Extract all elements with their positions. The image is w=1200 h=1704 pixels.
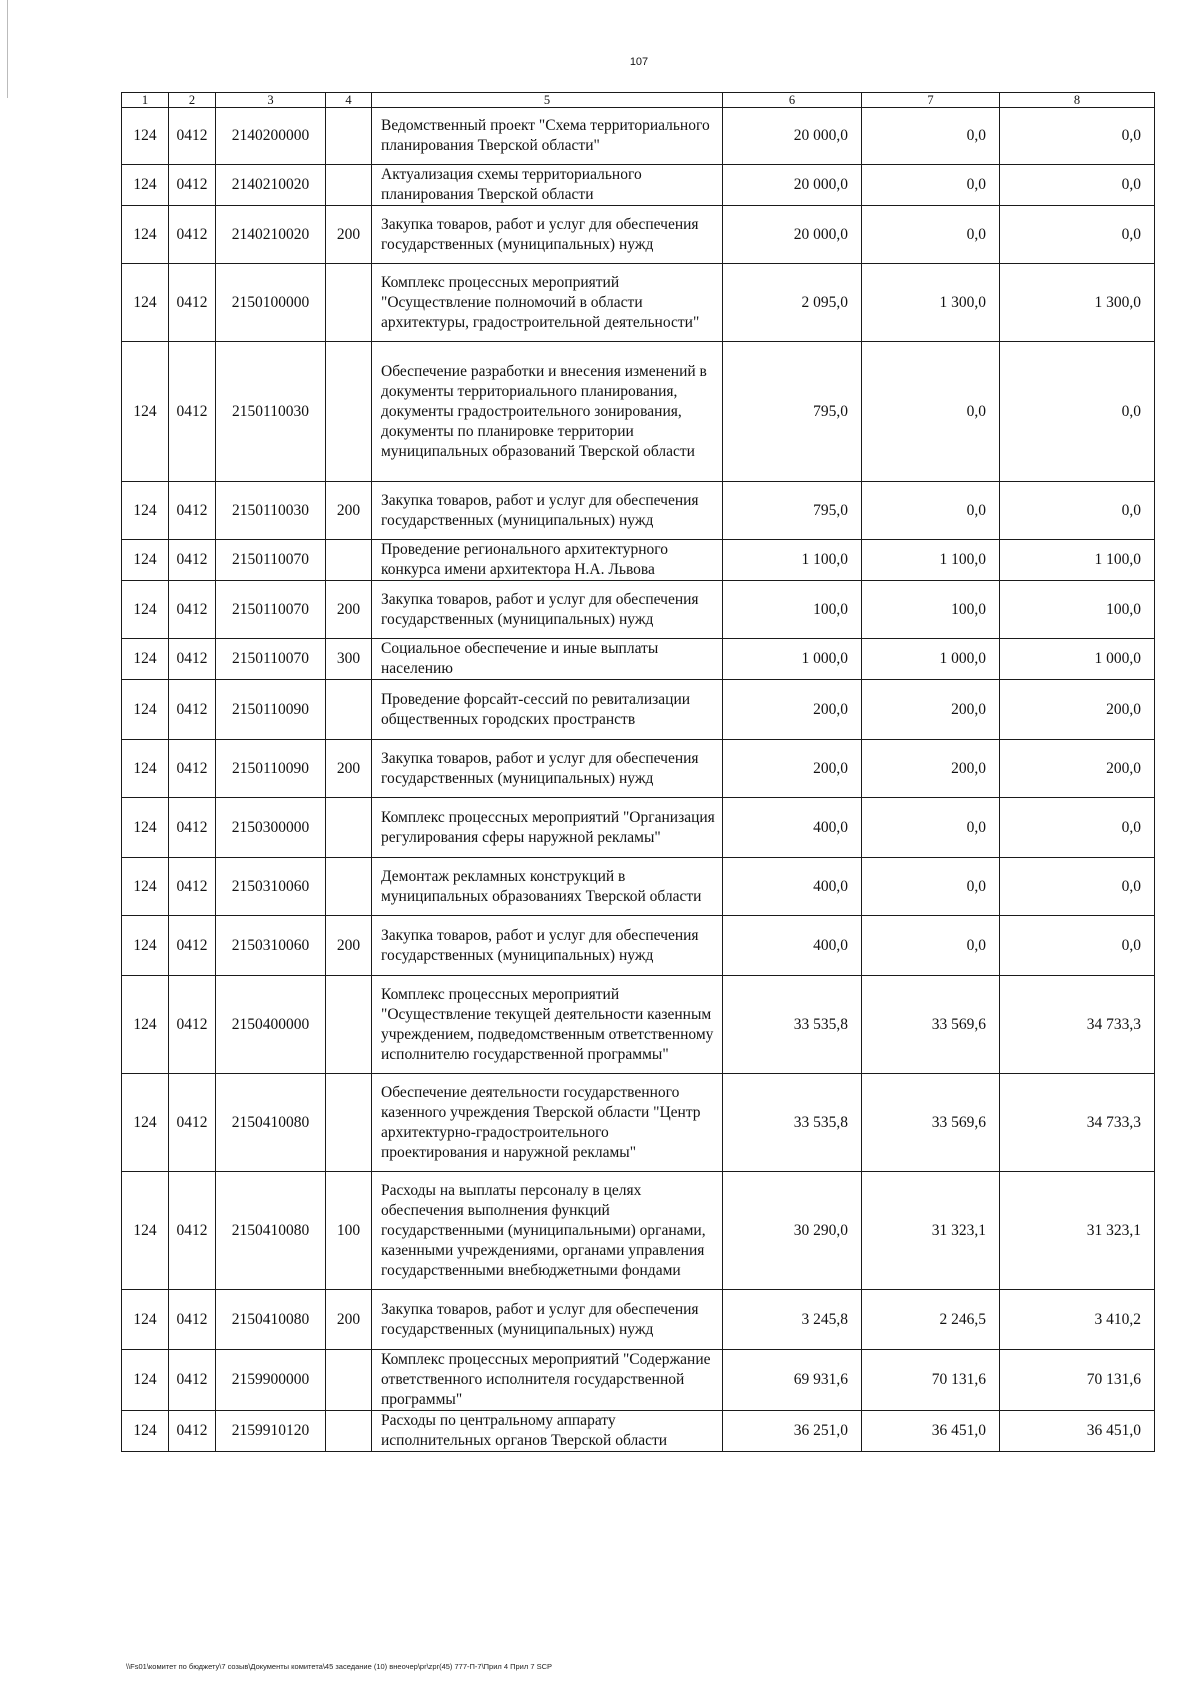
- target-article-cell: 2150400000: [216, 976, 326, 1074]
- table-row: [122, 976, 1155, 1074]
- amount-year-1-cell: 3 245,8: [723, 1290, 862, 1350]
- expense-type-cell: [326, 858, 372, 916]
- target-article-cell: 2140210020: [216, 206, 326, 264]
- page-number: 107: [629, 56, 649, 68]
- section-code-cell: 0412: [169, 165, 216, 206]
- admin-code-cell: 124: [122, 916, 169, 976]
- section-code-cell: 0412: [169, 916, 216, 976]
- table-row: [122, 680, 1155, 740]
- amount-year-3-cell: 70 131,6: [1000, 1350, 1155, 1411]
- expense-type-cell: 200: [326, 206, 372, 264]
- amount-year-3-cell: 1 100,0: [1000, 540, 1155, 581]
- amount-year-2-cell: 0,0: [862, 482, 1000, 540]
- admin-code-cell: 124: [122, 482, 169, 540]
- column-number: 8: [1000, 93, 1155, 108]
- expense-type-cell: [326, 1350, 372, 1411]
- expense-type-cell: [326, 540, 372, 581]
- column-number: 2: [169, 93, 216, 108]
- target-article-cell: 2150300000: [216, 798, 326, 858]
- amount-year-3-cell: 0,0: [1000, 206, 1155, 264]
- amount-year-3-cell: 34 733,3: [1000, 1074, 1155, 1172]
- amount-year-1-cell: 200,0: [723, 740, 862, 798]
- amount-year-1-cell: 200,0: [723, 680, 862, 740]
- table-row: [122, 206, 1155, 264]
- section-code-cell: 0412: [169, 482, 216, 540]
- expense-type-cell: 200: [326, 740, 372, 798]
- table-row: [122, 108, 1155, 165]
- amount-year-3-cell: 3 410,2: [1000, 1290, 1155, 1350]
- table-row: [122, 916, 1155, 976]
- section-code-cell: 0412: [169, 740, 216, 798]
- amount-year-1-cell: 1 100,0: [723, 540, 862, 581]
- target-article-cell: 2150410080: [216, 1074, 326, 1172]
- expense-type-cell: 100: [326, 1172, 372, 1290]
- table-row: [122, 342, 1155, 482]
- description-cell: Комплекс процессных мероприятий "Осуществление текущей деятельности казенным учреждением, подведомственным ответственному исполнителю государственной программы": [372, 976, 723, 1074]
- table-row: [122, 264, 1155, 342]
- amount-year-1-cell: 36 251,0: [723, 1411, 862, 1452]
- expense-type-cell: 200: [326, 482, 372, 540]
- amount-year-2-cell: 36 451,0: [862, 1411, 1000, 1452]
- amount-year-3-cell: 100,0: [1000, 581, 1155, 639]
- target-article-cell: 2150110070: [216, 540, 326, 581]
- admin-code-cell: 124: [122, 976, 169, 1074]
- section-code-cell: 0412: [169, 1074, 216, 1172]
- amount-year-1-cell: 2 095,0: [723, 264, 862, 342]
- budget-table: [121, 92, 1155, 1452]
- admin-code-cell: 124: [122, 540, 169, 581]
- description-cell: Закупка товаров, работ и услуг для обеспечения государственных (муниципальных) нужд: [372, 1290, 723, 1350]
- target-article-cell: 2159910120: [216, 1411, 326, 1452]
- amount-year-1-cell: 400,0: [723, 858, 862, 916]
- column-number: 1: [122, 93, 169, 108]
- table-row: [122, 1411, 1155, 1452]
- description-cell: Закупка товаров, работ и услуг для обеспечения государственных (муниципальных) нужд: [372, 206, 723, 264]
- amount-year-3-cell: 0,0: [1000, 482, 1155, 540]
- description-cell: Закупка товаров, работ и услуг для обеспечения государственных (муниципальных) нужд: [372, 740, 723, 798]
- description-cell: Комплекс процессных мероприятий "Содержание ответственного исполнителя государственной программы": [372, 1350, 723, 1411]
- admin-code-cell: 124: [122, 342, 169, 482]
- target-article-cell: 2140210020: [216, 165, 326, 206]
- section-code-cell: 0412: [169, 108, 216, 165]
- target-article-cell: 2150410080: [216, 1290, 326, 1350]
- amount-year-2-cell: 33 569,6: [862, 976, 1000, 1074]
- table-row: [122, 165, 1155, 206]
- amount-year-2-cell: 0,0: [862, 916, 1000, 976]
- admin-code-cell: 124: [122, 798, 169, 858]
- admin-code-cell: 124: [122, 680, 169, 740]
- description-cell: Обеспечение разработки и внесения изменений в документы территориального планирования, документы градостроительного зонирования, документы по планировке территории муниципальных образований Тверской области: [372, 342, 723, 482]
- amount-year-1-cell: 20 000,0: [723, 206, 862, 264]
- section-code-cell: 0412: [169, 858, 216, 916]
- amount-year-2-cell: 200,0: [862, 680, 1000, 740]
- target-article-cell: 2150110070: [216, 581, 326, 639]
- amount-year-1-cell: 100,0: [723, 581, 862, 639]
- description-cell: Проведение регионального архитектурного конкурса имени архитектора Н.А. Львова: [372, 540, 723, 581]
- admin-code-cell: 124: [122, 639, 169, 680]
- admin-code-cell: 124: [122, 740, 169, 798]
- amount-year-3-cell: 34 733,3: [1000, 976, 1155, 1074]
- amount-year-3-cell: 0,0: [1000, 916, 1155, 976]
- section-code-cell: 0412: [169, 206, 216, 264]
- admin-code-cell: 124: [122, 858, 169, 916]
- amount-year-2-cell: 33 569,6: [862, 1074, 1000, 1172]
- admin-code-cell: 124: [122, 1074, 169, 1172]
- table-body: [122, 93, 1155, 1452]
- table-row: [122, 540, 1155, 581]
- amount-year-2-cell: 0,0: [862, 858, 1000, 916]
- section-code-cell: 0412: [169, 1411, 216, 1452]
- column-number-row: [122, 93, 1155, 108]
- target-article-cell: 2159900000: [216, 1350, 326, 1411]
- expense-type-cell: [326, 108, 372, 165]
- admin-code-cell: 124: [122, 1350, 169, 1411]
- amount-year-2-cell: 31 323,1: [862, 1172, 1000, 1290]
- section-code-cell: 0412: [169, 1172, 216, 1290]
- amount-year-1-cell: 400,0: [723, 916, 862, 976]
- description-cell: Закупка товаров, работ и услуг для обеспечения государственных (муниципальных) нужд: [372, 581, 723, 639]
- target-article-cell: 2150100000: [216, 264, 326, 342]
- amount-year-1-cell: 1 000,0: [723, 639, 862, 680]
- amount-year-2-cell: 1 300,0: [862, 264, 1000, 342]
- amount-year-3-cell: 31 323,1: [1000, 1172, 1155, 1290]
- description-cell: Обеспечение деятельности государственного казенного учреждения Тверской области "Центр архитектурно-градостроительного проектирования и наружной рекламы": [372, 1074, 723, 1172]
- amount-year-2-cell: 2 246,5: [862, 1290, 1000, 1350]
- amount-year-2-cell: 0,0: [862, 798, 1000, 858]
- table-row: [122, 482, 1155, 540]
- admin-code-cell: 124: [122, 581, 169, 639]
- description-cell: Закупка товаров, работ и услуг для обеспечения государственных (муниципальных) нужд: [372, 916, 723, 976]
- column-number: 6: [723, 93, 862, 108]
- amount-year-1-cell: 30 290,0: [723, 1172, 862, 1290]
- table-row: [122, 581, 1155, 639]
- section-code-cell: 0412: [169, 581, 216, 639]
- table-row: [122, 639, 1155, 680]
- amount-year-2-cell: 100,0: [862, 581, 1000, 639]
- expense-type-cell: [326, 1074, 372, 1172]
- admin-code-cell: 124: [122, 165, 169, 206]
- footer-file-path: \\Fs01\комитет по бюджету\7 созыв\Документы комитета\45 заседание (10) внеочер\pr\zpr(45) 777-П-7\Прил 4 Прил 7 SCP: [126, 1662, 553, 1671]
- target-article-cell: 2140200000: [216, 108, 326, 165]
- admin-code-cell: 124: [122, 1411, 169, 1452]
- target-article-cell: 2150310060: [216, 916, 326, 976]
- description-cell: Закупка товаров, работ и услуг для обеспечения государственных (муниципальных) нужд: [372, 482, 723, 540]
- amount-year-3-cell: 36 451,0: [1000, 1411, 1155, 1452]
- section-code-cell: 0412: [169, 342, 216, 482]
- description-cell: Актуализация схемы территориального планирования Тверской области: [372, 165, 723, 206]
- section-code-cell: 0412: [169, 639, 216, 680]
- description-cell: Социальное обеспечение и иные выплаты населению: [372, 639, 723, 680]
- admin-code-cell: 124: [122, 206, 169, 264]
- amount-year-2-cell: 70 131,6: [862, 1350, 1000, 1411]
- expense-type-cell: [326, 976, 372, 1074]
- amount-year-1-cell: 795,0: [723, 482, 862, 540]
- column-number: 3: [216, 93, 326, 108]
- column-number: 5: [372, 93, 723, 108]
- amount-year-2-cell: 0,0: [862, 108, 1000, 165]
- description-cell: Демонтаж рекламных конструкций в муниципальных образованиях Тверской области: [372, 858, 723, 916]
- amount-year-2-cell: 200,0: [862, 740, 1000, 798]
- section-code-cell: 0412: [169, 680, 216, 740]
- amount-year-2-cell: 0,0: [862, 342, 1000, 482]
- amount-year-1-cell: 795,0: [723, 342, 862, 482]
- description-cell: Расходы по центральному аппарату исполнительных органов Тверской области: [372, 1411, 723, 1452]
- table-row: [122, 1350, 1155, 1411]
- amount-year-3-cell: 0,0: [1000, 108, 1155, 165]
- amount-year-1-cell: 69 931,6: [723, 1350, 862, 1411]
- expense-type-cell: [326, 1411, 372, 1452]
- expense-type-cell: 200: [326, 1290, 372, 1350]
- admin-code-cell: 124: [122, 1290, 169, 1350]
- amount-year-3-cell: 1 000,0: [1000, 639, 1155, 680]
- target-article-cell: 2150110090: [216, 680, 326, 740]
- amount-year-3-cell: 0,0: [1000, 798, 1155, 858]
- expense-type-cell: [326, 165, 372, 206]
- amount-year-2-cell: 0,0: [862, 206, 1000, 264]
- description-cell: Комплекс процессных мероприятий "Осуществление полномочий в области архитектуры, градостроительной деятельности": [372, 264, 723, 342]
- amount-year-1-cell: 33 535,8: [723, 976, 862, 1074]
- description-cell: Проведение форсайт-сессий по ревитализации общественных городских пространств: [372, 680, 723, 740]
- table-row: [122, 1074, 1155, 1172]
- amount-year-2-cell: 1 100,0: [862, 540, 1000, 581]
- expense-type-cell: [326, 798, 372, 858]
- expense-type-cell: 200: [326, 581, 372, 639]
- admin-code-cell: 124: [122, 264, 169, 342]
- section-code-cell: 0412: [169, 798, 216, 858]
- amount-year-3-cell: 200,0: [1000, 680, 1155, 740]
- table-row: [122, 1172, 1155, 1290]
- expense-type-cell: [326, 680, 372, 740]
- section-code-cell: 0412: [169, 976, 216, 1074]
- section-code-cell: 0412: [169, 540, 216, 581]
- admin-code-cell: 124: [122, 1172, 169, 1290]
- expense-type-cell: [326, 264, 372, 342]
- expense-type-cell: 300: [326, 639, 372, 680]
- table-row: [122, 1290, 1155, 1350]
- amount-year-2-cell: 1 000,0: [862, 639, 1000, 680]
- amount-year-3-cell: 0,0: [1000, 342, 1155, 482]
- amount-year-3-cell: 1 300,0: [1000, 264, 1155, 342]
- table-row: [122, 858, 1155, 916]
- description-cell: Расходы на выплаты персоналу в целях обеспечения выполнения функций государственными (муниципальными) органами, казенными учреждениями, органами управления государственными внебюджетными фондами: [372, 1172, 723, 1290]
- amount-year-1-cell: 400,0: [723, 798, 862, 858]
- description-cell: Комплекс процессных мероприятий "Организация регулирования сферы наружной рекламы": [372, 798, 723, 858]
- target-article-cell: 2150310060: [216, 858, 326, 916]
- section-code-cell: 0412: [169, 264, 216, 342]
- target-article-cell: 2150110090: [216, 740, 326, 798]
- scan-margin-line: [7, 0, 8, 98]
- amount-year-1-cell: 33 535,8: [723, 1074, 862, 1172]
- column-number: 4: [326, 93, 372, 108]
- section-code-cell: 0412: [169, 1350, 216, 1411]
- section-code-cell: 0412: [169, 1290, 216, 1350]
- amount-year-3-cell: 0,0: [1000, 858, 1155, 916]
- amount-year-1-cell: 20 000,0: [723, 108, 862, 165]
- amount-year-3-cell: 200,0: [1000, 740, 1155, 798]
- expense-type-cell: [326, 342, 372, 482]
- column-number: 7: [862, 93, 1000, 108]
- amount-year-2-cell: 0,0: [862, 165, 1000, 206]
- expense-type-cell: 200: [326, 916, 372, 976]
- target-article-cell: 2150110070: [216, 639, 326, 680]
- target-article-cell: 2150110030: [216, 342, 326, 482]
- table-row: [122, 740, 1155, 798]
- table-row: [122, 798, 1155, 858]
- admin-code-cell: 124: [122, 108, 169, 165]
- amount-year-1-cell: 20 000,0: [723, 165, 862, 206]
- amount-year-3-cell: 0,0: [1000, 165, 1155, 206]
- description-cell: Ведомственный проект "Схема территориального планирования Тверской области": [372, 108, 723, 165]
- target-article-cell: 2150110030: [216, 482, 326, 540]
- target-article-cell: 2150410080: [216, 1172, 326, 1290]
